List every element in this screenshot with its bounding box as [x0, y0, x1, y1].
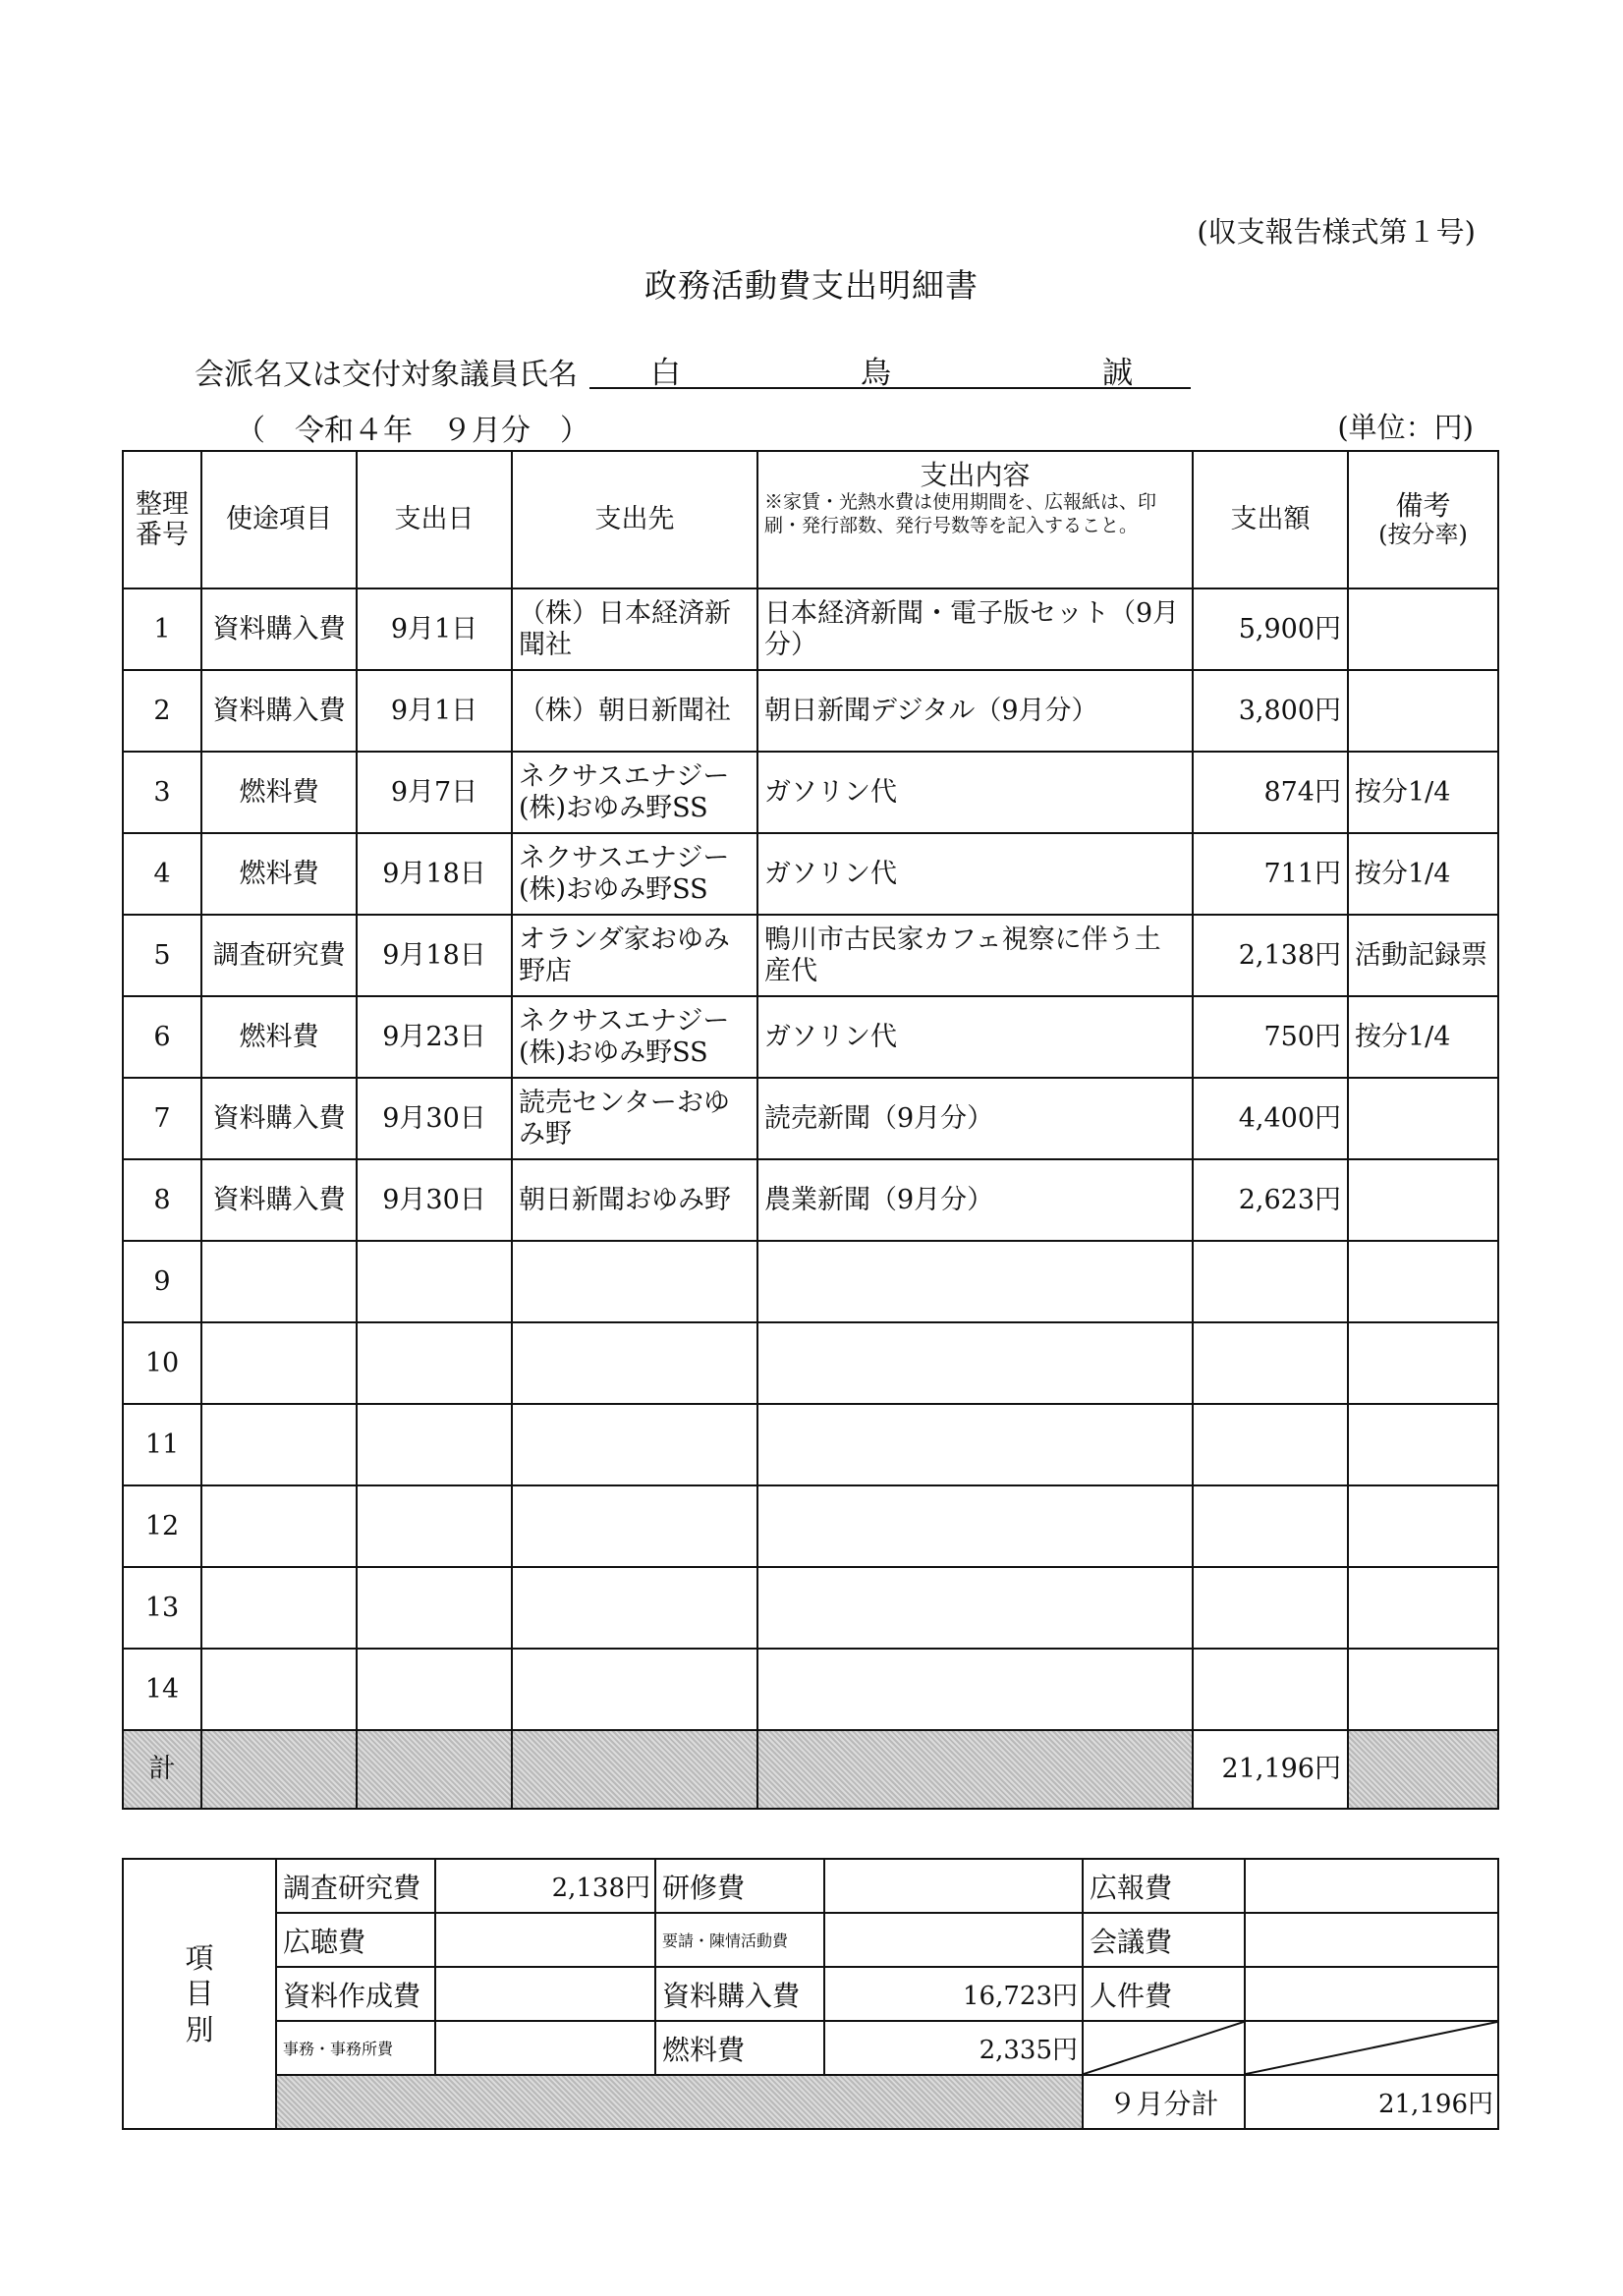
row-amount — [1193, 1649, 1348, 1730]
month-total-amount: 21,196円 — [1245, 2075, 1498, 2129]
row-description — [757, 1241, 1193, 1322]
materials-making-amount — [435, 1967, 655, 2021]
member-name-char: 白 — [650, 356, 681, 391]
row-remarks: 活動記録票 — [1348, 915, 1498, 996]
row-date: 9月30日 — [357, 1159, 512, 1241]
hearing-label: 広聴費 — [276, 1913, 435, 1967]
row-payee: （株）日本経済新聞社 — [512, 588, 757, 670]
header-remarks-title: 備考 — [1395, 489, 1451, 523]
row-description: ガソリン代 — [757, 833, 1193, 915]
total-shaded-cell — [512, 1730, 757, 1809]
member-name-char: 誠 — [1102, 356, 1133, 391]
row-amount — [1193, 1322, 1348, 1404]
name-label: 会派名又は交付対象議員氏名 — [195, 358, 578, 392]
row-payee: ネクサスエナジー(株)おゆみ野SS — [512, 752, 757, 833]
materials-purchase-amount: 16,723円 — [824, 1967, 1083, 2021]
row-amount — [1193, 1404, 1348, 1485]
row-category — [201, 1322, 357, 1404]
row-amount: 750円 — [1193, 996, 1348, 1078]
fuel-label: 燃料費 — [655, 2021, 824, 2075]
row-category — [201, 1485, 357, 1567]
table-row — [123, 1322, 1498, 1404]
row-description: 読売新聞（9月分） — [757, 1078, 1193, 1159]
row-date — [357, 1241, 512, 1322]
row-category: 燃料費 — [201, 996, 357, 1078]
row-category — [201, 1649, 357, 1730]
row-payee — [512, 1649, 757, 1730]
row-number: 5 — [123, 915, 201, 996]
row-remarks — [1348, 1078, 1498, 1159]
row-category: 資料購入費 — [201, 588, 357, 670]
row-date — [357, 1567, 512, 1649]
table-row — [123, 1404, 1498, 1485]
table-row — [123, 1567, 1498, 1649]
month-total-label: ９月分計 — [1083, 2075, 1245, 2129]
row-payee — [512, 1322, 757, 1404]
personnel-label: 人件費 — [1083, 1967, 1245, 2021]
office-label: 事務・事務所費 — [276, 2021, 435, 2075]
row-description — [757, 1485, 1193, 1567]
unit-label: (単位：円) — [1337, 411, 1474, 444]
row-date — [357, 1485, 512, 1567]
row-category: 燃料費 — [201, 833, 357, 915]
table-row — [123, 1485, 1498, 1567]
row-date — [357, 1404, 512, 1485]
pr-amount — [1245, 1859, 1498, 1913]
row-number: 13 — [123, 1567, 201, 1649]
row-category — [201, 1241, 357, 1322]
row-category: 資料購入費 — [201, 1078, 357, 1159]
row-description: 日本経済新聞・電子版セット（9月分） — [757, 588, 1193, 670]
row-category: 調査研究費 — [201, 915, 357, 996]
category-summary-table — [122, 1858, 1499, 2130]
row-date — [357, 1649, 512, 1730]
row-payee — [512, 1241, 757, 1322]
materials-making-label: 資料作成費 — [276, 1967, 435, 2021]
row-remarks: 按分1/4 — [1348, 833, 1498, 915]
row-number: 8 — [123, 1159, 201, 1241]
table-row — [123, 1159, 1498, 1241]
row-number: 1 — [123, 588, 201, 670]
row-number: 14 — [123, 1649, 201, 1730]
row-category — [201, 1404, 357, 1485]
row-category — [201, 1567, 357, 1649]
row-payee — [512, 1567, 757, 1649]
row-remarks — [1348, 1159, 1498, 1241]
row-amount: 874円 — [1193, 752, 1348, 833]
row-number: 7 — [123, 1078, 201, 1159]
row-number: 6 — [123, 996, 201, 1078]
row-description — [757, 1404, 1193, 1485]
report-period: （ 令和４年 ９月分 ） — [236, 414, 589, 448]
total-shaded-cell — [357, 1730, 512, 1809]
row-category: 燃料費 — [201, 752, 357, 833]
row-description: 朝日新聞デジタル（9月分） — [757, 670, 1193, 752]
row-amount: 3,800円 — [1193, 670, 1348, 752]
row-payee: 朝日新聞おゆみ野 — [512, 1159, 757, 1241]
row-description: ガソリン代 — [757, 996, 1193, 1078]
header-remarks — [1348, 451, 1498, 588]
row-date: 9月1日 — [357, 588, 512, 670]
row-date: 9月1日 — [357, 670, 512, 752]
row-amount — [1193, 1485, 1348, 1567]
row-payee — [512, 1485, 757, 1567]
total-label: 計 — [123, 1730, 201, 1809]
row-payee: ネクサスエナジー(株)おゆみ野SS — [512, 833, 757, 915]
row-date: 9月23日 — [357, 996, 512, 1078]
row-number: 3 — [123, 752, 201, 833]
row-number: 9 — [123, 1241, 201, 1322]
row-date — [357, 1322, 512, 1404]
header-no: 整理番号 — [123, 451, 201, 588]
row-amount: 2,138円 — [1193, 915, 1348, 996]
row-remarks — [1348, 1241, 1498, 1322]
row-date: 9月7日 — [357, 752, 512, 833]
table-row — [123, 1078, 1498, 1159]
total-amount: 21,196円 — [1193, 1730, 1348, 1809]
row-payee: オランダ家おゆみ野店 — [512, 915, 757, 996]
meeting-amount — [1245, 1913, 1498, 1967]
row-description: 鴨川市古民家カフェ視察に伴う土産代 — [757, 915, 1193, 996]
summary-shaded-area — [276, 2075, 1083, 2129]
expense-table — [122, 450, 1499, 1810]
header-category: 使途項目 — [201, 451, 357, 588]
row-number: 12 — [123, 1485, 201, 1567]
row-amount — [1193, 1241, 1348, 1322]
header-description-note: ※家賃・光熱水費は使用期間を、広報紙は、印刷・発行部数、発行号数等を記入すること。 — [764, 491, 1157, 536]
row-remarks — [1348, 1649, 1498, 1730]
training-label: 研修費 — [655, 1859, 824, 1913]
row-remarks — [1348, 1567, 1498, 1649]
row-date: 9月18日 — [357, 833, 512, 915]
diagonal-blank-cell — [1083, 2021, 1245, 2075]
row-number: 2 — [123, 670, 201, 752]
row-amount: 711円 — [1193, 833, 1348, 915]
header-amount: 支出額 — [1193, 451, 1348, 588]
total-shaded-cell — [757, 1730, 1193, 1809]
row-date: 9月30日 — [357, 1078, 512, 1159]
pr-label: 広報費 — [1083, 1859, 1245, 1913]
row-remarks — [1348, 1404, 1498, 1485]
header-remarks-sub: (按分率) — [1378, 521, 1468, 549]
hearing-amount — [435, 1913, 655, 1967]
row-number: 11 — [123, 1404, 201, 1485]
table-row — [123, 588, 1498, 670]
office-amount — [435, 2021, 655, 2075]
row-date: 9月18日 — [357, 915, 512, 996]
document-title: 政務活動費支出明細書 — [644, 266, 979, 305]
row-payee: ネクサスエナジー(株)おゆみ野SS — [512, 996, 757, 1078]
row-number: 4 — [123, 833, 201, 915]
fuel-amount: 2,335円 — [824, 2021, 1083, 2075]
table-row — [123, 670, 1498, 752]
research-amount: 2,138円 — [435, 1859, 655, 1913]
row-description — [757, 1322, 1193, 1404]
row-remarks — [1348, 1485, 1498, 1567]
total-shaded-cell — [1348, 1730, 1498, 1809]
training-amount — [824, 1859, 1083, 1913]
table-row — [123, 996, 1498, 1078]
row-amount — [1193, 1567, 1348, 1649]
row-description — [757, 1567, 1193, 1649]
table-row — [123, 752, 1498, 833]
total-row — [123, 1730, 1498, 1809]
table-row — [123, 1241, 1498, 1322]
member-name-char: 鳥 — [861, 356, 891, 391]
header-date: 支出日 — [357, 451, 512, 588]
row-description — [757, 1649, 1193, 1730]
row-description: ガソリン代 — [757, 752, 1193, 833]
row-amount: 2,623円 — [1193, 1159, 1348, 1241]
meeting-label: 会議費 — [1083, 1913, 1245, 1967]
row-remarks — [1348, 1322, 1498, 1404]
personnel-amount — [1245, 1967, 1498, 2021]
header-description — [757, 451, 1193, 588]
row-amount: 4,400円 — [1193, 1078, 1348, 1159]
research-label: 調査研究費 — [276, 1859, 435, 1913]
form-number: (収支報告様式第１号) — [1197, 215, 1476, 249]
total-shaded-cell — [201, 1730, 357, 1809]
summary-side-label: 項目別 — [123, 1859, 276, 2129]
row-number: 10 — [123, 1322, 201, 1404]
row-description: 農業新聞（9月分） — [757, 1159, 1193, 1241]
table-row — [123, 833, 1498, 915]
row-amount: 5,900円 — [1193, 588, 1348, 670]
table-row — [123, 1649, 1498, 1730]
header-payee: 支出先 — [512, 451, 757, 588]
petition-amount — [824, 1913, 1083, 1967]
petition-label: 要請・陳情活動費 — [655, 1913, 824, 1967]
row-payee — [512, 1404, 757, 1485]
row-payee: （株）朝日新聞社 — [512, 670, 757, 752]
materials-purchase-label: 資料購入費 — [655, 1967, 824, 2021]
row-remarks: 按分1/4 — [1348, 752, 1498, 833]
row-remarks: 按分1/4 — [1348, 996, 1498, 1078]
row-category: 資料購入費 — [201, 670, 357, 752]
row-payee: 読売センターおゆみ野 — [512, 1078, 757, 1159]
table-row — [123, 915, 1498, 996]
header-description-title: 支出内容 — [920, 459, 1031, 491]
diagonal-blank-cell — [1245, 2021, 1498, 2075]
row-category: 資料購入費 — [201, 1159, 357, 1241]
row-remarks — [1348, 588, 1498, 670]
row-remarks — [1348, 670, 1498, 752]
